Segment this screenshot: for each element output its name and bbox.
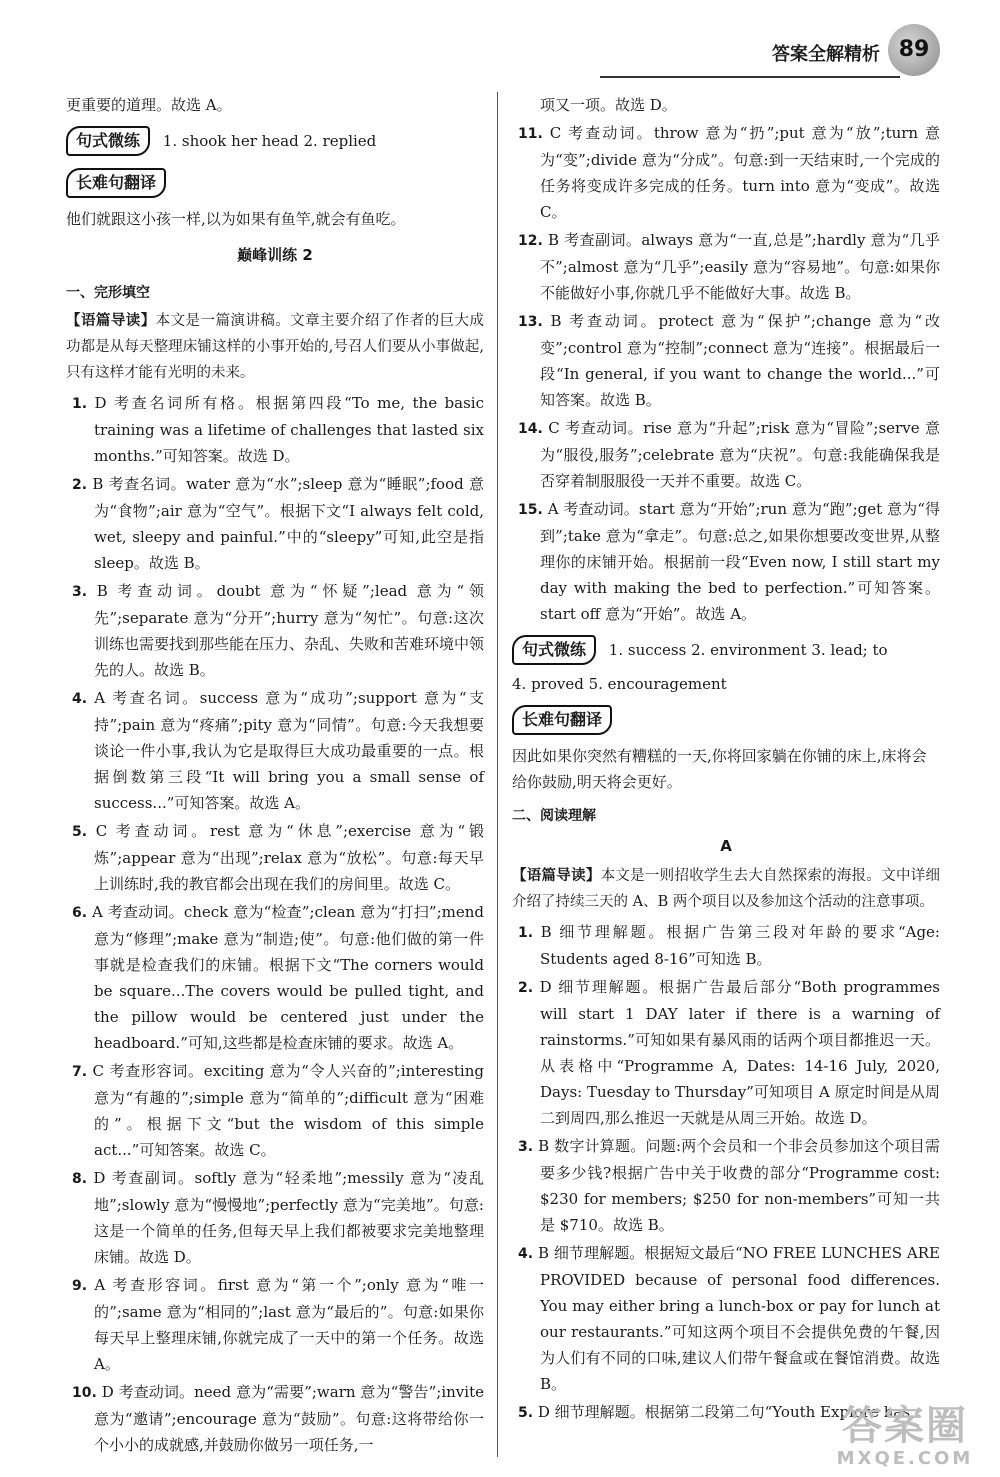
translation-block-1 xyxy=(66,162,484,232)
answer-text: B 细节理解题。根据广告第三段对年龄的要求“Age: Students aged 8-16”可知选 B。 xyxy=(540,923,940,968)
header-rule xyxy=(600,76,900,78)
answer-text: B 考查动词。doubt 意为“怀疑”;lead 意为“领先”;separate 意为“分开”;hurry 意为“匆忙”。句意:这次训练也需要找到那些能在压力、杂乱、失败和苦难环境中领先的人。故选 B。 xyxy=(94,582,485,679)
answer-item xyxy=(512,415,940,494)
header-title: 答案全解精析 xyxy=(772,44,880,65)
answer-item xyxy=(66,1379,484,1458)
answer-text: B 数字计算题。问题:两个会员和一个非会员参加这个项目需要多少钱?根据广告中关于收费的部分“Programme cost: $230 for members; $250 for non-members”可知一共是 $710。故选 B。 xyxy=(538,1137,940,1234)
watermark-url: MXQE.COM xyxy=(836,1448,974,1469)
reading-title: 二、阅读理解 xyxy=(512,808,596,824)
intro-line: 更重要的道理。故选 A。 xyxy=(66,96,232,114)
site-watermark xyxy=(830,1404,980,1469)
answer-text: D 细节理解题。根据第二段第二句“Youth Explore has xyxy=(537,1403,911,1421)
drill-badge: 句式微练 xyxy=(66,126,150,156)
answer-number: 4. xyxy=(518,1246,534,1262)
answer-number: 10. xyxy=(72,1385,97,1401)
translation-badge: 长难句翻译 xyxy=(512,705,612,735)
answer-item xyxy=(66,818,484,897)
answer-number: 1. xyxy=(72,396,88,412)
answer-item xyxy=(512,1133,940,1238)
passage-label: A xyxy=(720,837,732,855)
passage-guide xyxy=(66,308,484,386)
answer-item xyxy=(66,471,484,576)
answer-item xyxy=(66,899,484,1056)
answer-number: 2. xyxy=(72,477,88,493)
answer-text: A 考查名词。success 意为“成功”;support 意为“支持”;pain 意为“疼痛”;pity 意为“同情”。句意:今天我想要谈论一件小事,我认为它是取得巨大成功最重要的一点。根据倒数第三段“It will bring you a small sense of success...”可知答案。故选 A。 xyxy=(94,689,484,812)
answer-item xyxy=(512,496,940,627)
right-column xyxy=(512,92,940,1428)
answer-number: 3. xyxy=(518,1139,534,1155)
translation-badge: 长难句翻译 xyxy=(66,168,166,198)
answer-item xyxy=(66,578,484,683)
answer-text: D 考查名词所有格。根据第四段“To me, the basic training was a lifetime of challenges that lasted six months.”可知答案。故选 D。 xyxy=(94,394,484,465)
page-number-badge: 89 xyxy=(888,24,940,76)
answer-number: 5. xyxy=(72,824,88,840)
answer-number: 5. xyxy=(518,1405,534,1421)
drill-block-1 xyxy=(66,120,484,162)
guide-text: 本文是一则招收学生去大自然探索的海报。文中详细介绍了持续三天的 A、B 两个项目以及参加这个活动的注意事项。 xyxy=(512,868,941,910)
watermark-logo-text: 答案圈 xyxy=(842,1403,968,1449)
answer-text: C 考查形容词。exciting 意为“令人兴奋的”;interesting 意为“有趣的”;simple 意为“简单的”;difficult 意为“困难的”。根据下文“but the wisdom of this simple act...”可知答案。故选 C。 xyxy=(92,1062,484,1159)
answer-number: 6. xyxy=(72,905,88,921)
answer-item xyxy=(512,1240,940,1397)
translation-text: 因此如果你突然有糟糕的一天,你将回家躺在你铺的床上,床将会给你鼓励,明天将会更好。 xyxy=(512,747,927,791)
guide-label: 【语篇导读】 xyxy=(66,313,156,329)
answer-number: 3. xyxy=(72,584,88,600)
answer-text: C 考查动词。rest 意为“休息”;exercise 意为“锻炼”;appear 意为“出现”;relax 意为“放松”。句意:每天早上训练时,我的教官都会出现在我们的房间里。故选 C。 xyxy=(94,822,484,893)
translation-block-2 xyxy=(512,699,940,795)
answer-item xyxy=(66,1272,484,1377)
answer-number: 2. xyxy=(518,980,534,996)
answer-item xyxy=(512,120,940,225)
continuation-line: 项又一项。故选 D。 xyxy=(540,96,677,114)
answer-item xyxy=(512,227,940,306)
answer-text: B 细节理解题。根据短文最后“NO FREE LUNCHES ARE PROVIDED because of personal food differences. You may either bring a lunch-box or pay for lunch at our restaurants.”可知这两个项目不会提供免费的午餐,因为人们有不同的口味,建议人们带午餐盒或在餐馆消费。故选 B。 xyxy=(537,1244,940,1393)
answer-number: 7. xyxy=(72,1064,88,1080)
answer-item xyxy=(512,974,940,1131)
answer-number: 8. xyxy=(72,1171,88,1187)
answer-text: A 考查动词。check 意为“检查”;clean 意为“打扫”;mend 意为“修理”;make 意为“制造;使”。句意:他们做的第一件事就是检查我们的床铺。根据下文“The corners would be square...The covers would be pulled tight, and the pillow would be centered just under the headboard.”可知,这些都是检查床铺的要求。故选 A。 xyxy=(92,903,484,1052)
answer-text: B 考查动词。protect 意为“保护”;change 意为“改变”;control 意为“控制”;connect 意为“连接”。根据最后一段“In general, if you want to change the world...”可知答案。故选 B。 xyxy=(540,312,940,409)
answer-item xyxy=(512,919,940,972)
cloze-answer-list-continued xyxy=(512,120,940,627)
guide-label: 【语篇导读】 xyxy=(512,868,601,884)
drill-answers-line2: 4. proved 5. encouragement xyxy=(512,675,727,693)
answer-item xyxy=(66,1165,484,1270)
answer-text: A 考查动词。start 意为“开始”;run 意为“跑”;get 意为“得到”;take 意为“拿走”。句意:总之,如果你想要改变世界,从整理你的床铺开始。根据前一段“Even now, I still start my day with making the bed to perfection.”可知答案。start off 意为“开始”。故选 A。 xyxy=(540,500,940,623)
answer-number: 12. xyxy=(518,233,543,249)
guide-text: 本文是一篇演讲稿。文章主要介绍了作者的巨大成功都是从每天整理床铺这样的小事开始的,号召人们要从小事做起,只有这样才能有光明的未来。 xyxy=(66,313,485,381)
answer-item xyxy=(512,308,940,413)
answer-number: 9. xyxy=(72,1278,88,1294)
answer-number: 15. xyxy=(518,502,543,518)
column-divider xyxy=(497,92,498,1457)
cloze-title: 一、完形填空 xyxy=(66,285,150,301)
answer-item xyxy=(66,685,484,816)
reading-answer-list xyxy=(512,919,940,1426)
answer-text: D 细节理解题。根据广告最后部分“Both programmes will start 1 DAY later if there is a warning of rainstorms.”可知如果有暴风雨的话两个项目都推迟一天。从表格中“Programme A, Dates: 14-16 July, 2020, Days: Tuesday to Thursday”可知项目 A 原定时间是从周二到周四,那么推迟一天就是从周三开始。故选 D。 xyxy=(539,978,940,1127)
answer-number: 4. xyxy=(72,691,88,707)
drill-badge: 句式微练 xyxy=(512,635,596,665)
page-header xyxy=(600,18,960,78)
translation-text: 他们就跟这小孩一样,以为如果有鱼竿,就会有鱼吃。 xyxy=(66,210,406,228)
drill-answers: 1. success 2. environment 3. lead; to xyxy=(608,641,888,659)
answer-text: B 考查名词。water 意为“水”;sleep 意为“睡眠”;food 意为“食物”;air 意为“空气”。根据下文“I always felt cold, wet, sleepy and painful.”中的“sleepy”可知,此空是指 sleep。故选 B。 xyxy=(92,475,484,572)
left-column xyxy=(66,92,484,1460)
answer-text: A 考查形容词。first 意为“第一个”;only 意为“唯一的”;same 意为“相同的”;last 意为“最后的”。句意:如果你每天早上整理床铺,你就完成了一天中的第一个任务。故选 A。 xyxy=(94,1276,484,1373)
answer-item xyxy=(66,1058,484,1163)
answer-text: D 考查动词。need 意为“需要”;warn 意为“警告”;invite 意为“邀请”;encourage 意为“鼓励”。句意:这将带给你一个小小的成就感,并鼓励你做另一项任务,一 xyxy=(94,1383,484,1454)
answer-text: D 考查副词。softly 意为“轻柔地”;messily 意为“凌乱地”;slowly 意为“慢慢地”;perfectly 意为“完美地”。句意:这是一个简单的任务,但每天早上我们都被要求完美地整理床铺。故选 D。 xyxy=(93,1169,484,1266)
answer-number: 1. xyxy=(518,925,534,941)
answer-number: 14. xyxy=(518,421,543,437)
drill-block-2 xyxy=(512,629,940,697)
answer-text: C 考查动词。throw 意为“扔”;put 意为“放”;turn 意为“变”;divide 意为“分成”。句意:到一天结束时,一个完成的任务将变成许多完成的任务。turn into 意为“变成”。故选 C。 xyxy=(540,124,940,221)
answer-number: 13. xyxy=(518,314,543,330)
cloze-answer-list xyxy=(66,390,484,1458)
answer-text: B 考查副词。always 意为“一直,总是”;hardly 意为“几乎不”;almost 意为“几乎”;easily 意为“容易地”。句意:如果你不能做好小事,你就几乎不能做好大事。故选 B。 xyxy=(540,231,940,302)
answer-item xyxy=(66,390,484,469)
answer-text: C 考查动词。rise 意为“升起”;risk 意为“冒险”;serve 意为“服役,服务”;celebrate 意为“庆祝”。句意:我能确保我是否穿着制服服役一天并不重要。故选 C。 xyxy=(540,419,940,490)
answer-number: 11. xyxy=(518,126,543,142)
passage-guide xyxy=(512,863,940,915)
section-title: 巅峰训练 2 xyxy=(237,246,313,264)
drill-answers: 1. shook her head 2. replied xyxy=(162,132,377,150)
